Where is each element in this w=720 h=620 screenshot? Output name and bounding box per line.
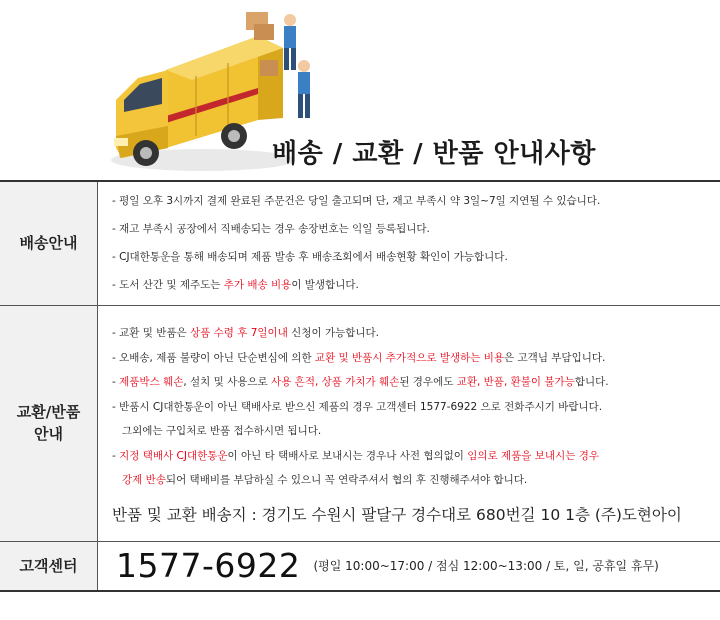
notice-line [112,370,720,395]
page-title: 배송 / 교환 / 반품 안내사항 [272,139,596,169]
shipping-lines [112,187,720,299]
service-center-content [98,541,720,591]
notice-text: 이 발생합니다. [291,279,359,292]
notice-text: - [112,376,120,389]
business-hours: (평일 10:00~17:00 / 점심 12:00~13:00 / 토, 일, 공휴일 휴무) [313,559,659,574]
notice-line [112,419,720,444]
notice-line [112,346,720,371]
notice-text: - [112,449,120,462]
notice-text: - 도서 산간 및 제주도는 [112,279,224,292]
highlight-text: 사용 흔적, 상품 가치가 훼손 [271,376,400,389]
service-center-row [0,541,720,591]
notice-text: - 교환 및 반품은 [112,327,190,340]
notice-line [112,243,720,271]
phone-number[interactable]: 1577-6922 [116,546,301,586]
notice-line [112,444,720,469]
notice-line [112,215,720,243]
notice-line [112,395,720,420]
notice-text: 된 경우에도 [399,376,457,389]
highlight-text: 상품 수령 후 7일이내 [190,327,288,340]
exchange-label-line1: 교환/반품 [16,403,81,421]
notice-text: 합니다. [574,376,609,389]
exchange-content [98,305,720,541]
exchange-row [0,305,720,541]
notice-line [112,271,720,299]
exchange-lines [112,321,720,493]
service-center-label: 고객센터 [0,541,98,591]
return-address: 반품 및 교환 배송지 : 경기도 수원시 팔달구 경수대로 680번길 10 1층 (주)도현아이 [112,505,682,524]
info-table [0,180,720,592]
notice-line [112,321,720,346]
notice-text: - 재고 부족시 공장에서 직배송되는 경우 송장번호는 익일 등록됩니다. [112,223,430,236]
notice-text: - 오배송, 제품 불량이 아닌 단순변심에 의한 [112,351,315,364]
highlight-text: 제품박스 훼손 [119,376,184,389]
notice-line [112,468,720,493]
highlight-text: 추가 배송 비용 [223,279,292,292]
highlight-text: 교환, 반품, 환불이 불가능 [456,376,575,389]
highlight-text: 교환 및 반품시 추가적으로 발생하는 비용 [314,351,505,364]
notice-text: 신청이 가능합니다. [287,327,380,340]
notice-text: , 설치 및 사용으로 [183,376,272,389]
shipping-row [0,181,720,305]
shipping-content [98,181,720,305]
notice-text: - 평일 오후 3시까지 결제 완료된 주문건은 당일 출고되며 단, 재고 부족시 약 3일~7일 지연될 수 있습니다. [112,195,601,208]
notice-text: 이 아닌 타 택배사로 보내시는 경우나 사전 협의없이 [227,449,468,462]
notice-text: 되어 택배비를 부담하실 수 있으니 꼭 연락주셔서 협의 후 진행해주셔야 합니다. [165,474,528,487]
shipping-label: 배송안내 [0,181,98,305]
exchange-label-line2: 안내 [34,425,63,443]
notice-text: - 반품시 CJ대한통운이 아닌 택배사로 받으신 제품의 경우 고객센터 1577-6922 으로 전화주시기 바랍니다. [112,400,603,413]
notice-text: 은 고객님 부담입니다. [504,351,606,364]
notice-text: 그외에는 구입처로 반품 접수하시면 됩니다. [122,425,322,438]
exchange-label [0,305,98,541]
highlight-text: 임의로 제품을 보내시는 경우 [467,449,599,462]
notice-text: - CJ대한통운을 통해 배송되며 제품 발송 후 배송조회에서 배송현황 확인이 가능합니다. [112,251,508,264]
header-banner [0,0,720,180]
highlight-text: 강제 반송 [122,474,166,487]
highlight-text: 지정 택배사 CJ대한통운 [119,449,228,462]
notice-line [112,187,720,215]
